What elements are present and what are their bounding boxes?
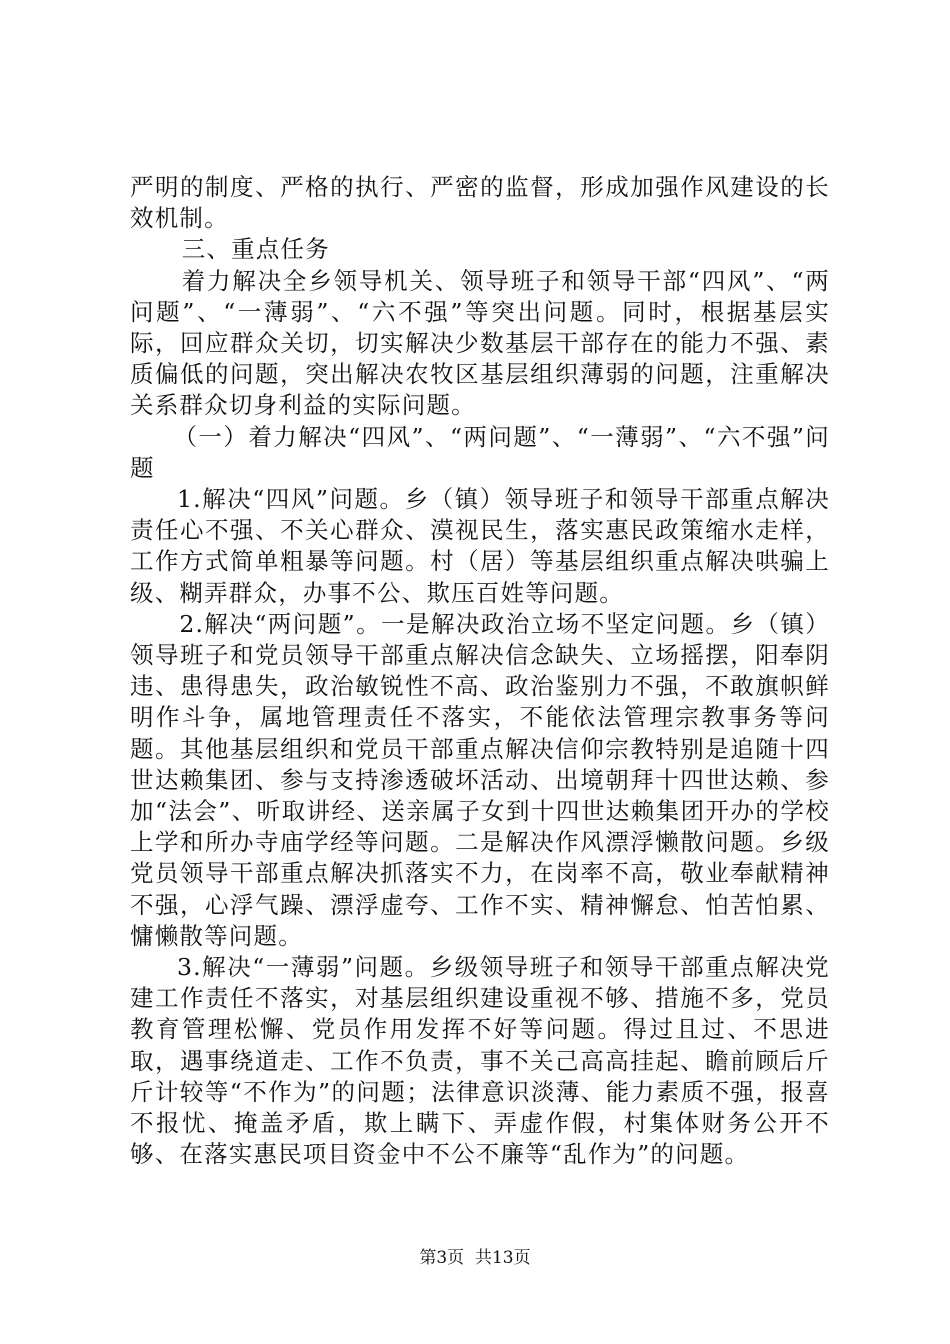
paragraph-item-3: 3.解决“一薄弱”问题。乡级领导班子和领导干部重点解决党建工作责任不落实，对基层组织建设重视不够、措施不多，党员教育管理松懈、党员作用发挥不好等问题。得过且过、不思进取，遇事绕道走、工作不负责，事不关己高高挂起、瞻前顾后斤斤计较等“不作为”的问题；法律意识淡薄、能力素质不强，报喜不报忧、掩盖矛盾，欺上瞒下、弄虚作假，村集体财务公开不够、在落实惠民项目资金中不公不廉等“乱作为”的问题。	[130, 953, 830, 1169]
paragraph-item-2: 2.解决“两问题”。一是解决政治立场不坚定问题。乡（镇）领导班子和党员领导干部重点解决信念缺失、立场摇摆，阳奉阴违、患得患失，政治敏锐性不高、政治鉴别力不强，不敢旗帜鲜明作斗争，属地管理责任不落实，不能依法管理宗教事务等问题。其他基层组织和党员干部重点解决信仰宗教特别是追随十四世达赖集团、参与支持渗透破坏活动、出境朝拜十四世达赖、参加“法会”、听取讲经、送亲属子女到十四世达赖集团开办的学校上学和所办寺庙学经等问题。二是解决作风漂浮懒散问题。乡级党员领导干部重点解决抓落实不力，在岗率不高，敬业奉献精神不强，心浮气躁、漂浮虚夸、工作不实、精神懈怠、怕苦怕累、慵懒散等问题。	[130, 609, 830, 950]
subsection-heading-one: （一）着力解决“四风”、“两问题”、“一薄弱”、“六不强”问题	[130, 422, 830, 482]
paragraph-item-1: 1.解决“四风”问题。乡（镇）领导班子和领导干部重点解决责任心不强、不关心群众、漠视民生，落实惠民政策缩水走样，工作方式简单粗暴等问题。村（居）等基层组织重点解决哄骗上级、糊弄群众，办事不公、欺压百姓等问题。	[130, 485, 830, 607]
document-body	[130, 172, 830, 1171]
page-number: 第3页 共13页	[419, 1248, 531, 1268]
paragraph-intro: 着力解决全乡领导机关、领导班子和领导干部“四风”、“两问题”、“一薄弱”、“六不强”等突出问题。同时，根据基层实际，回应群众关切，切实解决少数基层干部存在的能力不强、素质偏低的问题，突出解决农牧区基层组织薄弱的问题，注重解决关系群众切身利益的实际问题。	[130, 266, 830, 420]
paragraph-continuation: 严明的制度、严格的执行、严密的监督，形成加强作风建设的长效机制。	[130, 173, 830, 233]
page-footer	[0, 1243, 950, 1268]
section-heading-key-tasks: 三、重点任务	[181, 235, 330, 264]
